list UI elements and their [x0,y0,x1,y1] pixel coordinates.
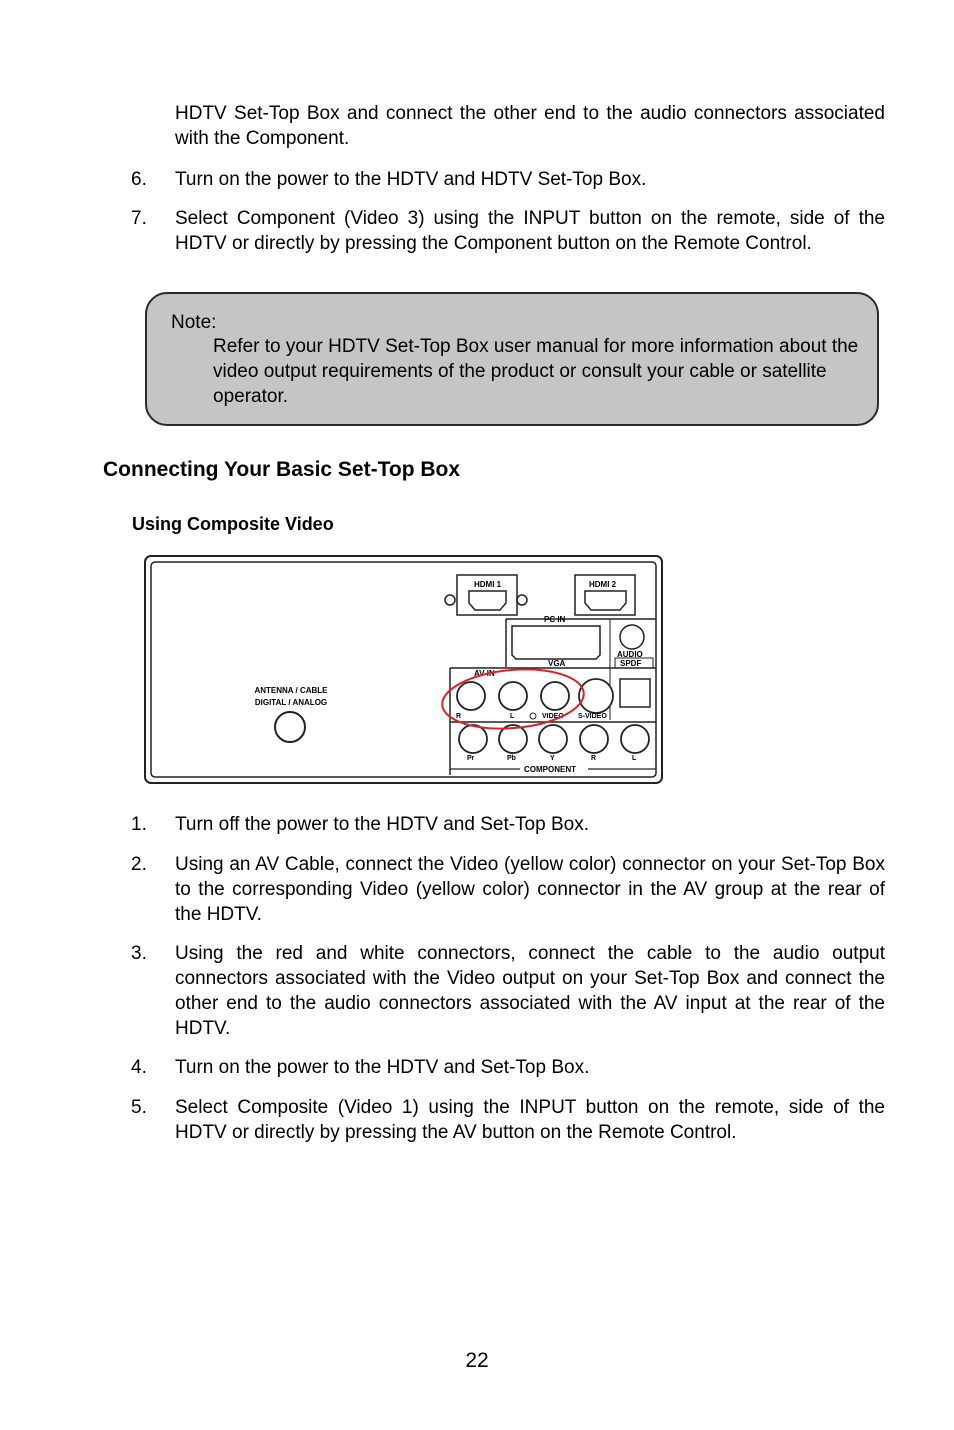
step-number: 4. [131,1057,147,1078]
spdif-label: SPDF [620,659,642,668]
av-l-label: L [510,713,515,720]
vga-label: VGA [548,659,566,668]
antenna-label-2: DIGITAL / ANALOG [254,698,328,707]
step-text: Using the red and white connectors, connect the cable to the audio output connectors associated with the Video output on your Set-Top Box and connect the other end to the audio connectors associated with the AV input at the rear of the HDTV. [175,943,885,1039]
comp-pr-label: Pr [467,755,475,762]
pc-in-label: PC IN [544,615,566,624]
av-in-label: AV IN [474,669,495,678]
component-label: COMPONENT [524,765,576,774]
av-l-jack [499,682,527,710]
av-r-label: R [456,713,462,720]
note-label: Note: [171,312,217,333]
page-number: 22 [465,1349,489,1372]
rear-panel-diagram [144,555,664,785]
step-number: 3. [131,943,147,964]
step-number: 2. [131,854,147,875]
note-text: Refer to your HDTV Set-Top Box user manual for more information about the video output requirements of the product or consult your cable or satellite operator. [213,336,859,407]
antenna-label-1: ANTENNA / CABLE [254,686,328,695]
note-box [145,292,879,426]
step-number: 7. [131,208,147,229]
av-r-jack [457,682,485,710]
av-video-label: VIDEO [542,713,564,720]
comp-pb-label: Pb [507,755,516,762]
subsection-title: Using Composite Video [132,514,334,534]
rear-panel-figure [144,555,664,790]
step-number: 5. [131,1097,147,1118]
step-text: Turn on the power to the HDTV and Set-Top Box. [175,1057,590,1078]
comp-y-label: Y [550,755,555,762]
comp-l-jack [621,725,649,753]
step-text: Turn on the power to the HDTV and HDTV Set-Top Box. [175,169,647,190]
comp-r-jack [580,725,608,753]
hdmi2-label: HDMI 2 [589,580,617,589]
antenna-connector [275,712,305,742]
audio-label: AUDIO [617,650,643,659]
continuation-text: HDTV Set-Top Box and connect the other end to the audio connectors associated with the Component. [175,103,885,149]
comp-y-jack [539,725,567,753]
step-text: Using an AV Cable, connect the Video (yellow color) connector on your Set-Top Box to the corresponding Video (yellow color) connector in the AV group at the rear of the HDTV. [175,854,885,925]
comp-pr-jack [459,725,487,753]
comp-l-label: L [632,755,637,762]
av-video-jack [541,682,569,710]
av-svideo-label: S-VIDEO [578,713,607,720]
hdmi1-label: HDMI 1 [474,580,502,589]
comp-r-label: R [591,755,597,762]
step-number: 1. [131,814,147,835]
step-text: Turn off the power to the HDTV and Set-Top Box. [175,814,589,835]
step-text: Select Component (Video 3) using the INPUT button on the remote, side of the HDTV or directly by pressing the Component button on the Remote Control. [175,208,885,254]
section-title: Connecting Your Basic Set-Top Box [103,458,461,481]
step-text: Select Composite (Video 1) using the INPUT button on the remote, side of the HDTV or directly by pressing the AV button on the Remote Control. [175,1097,885,1143]
step-number: 6. [131,169,147,190]
